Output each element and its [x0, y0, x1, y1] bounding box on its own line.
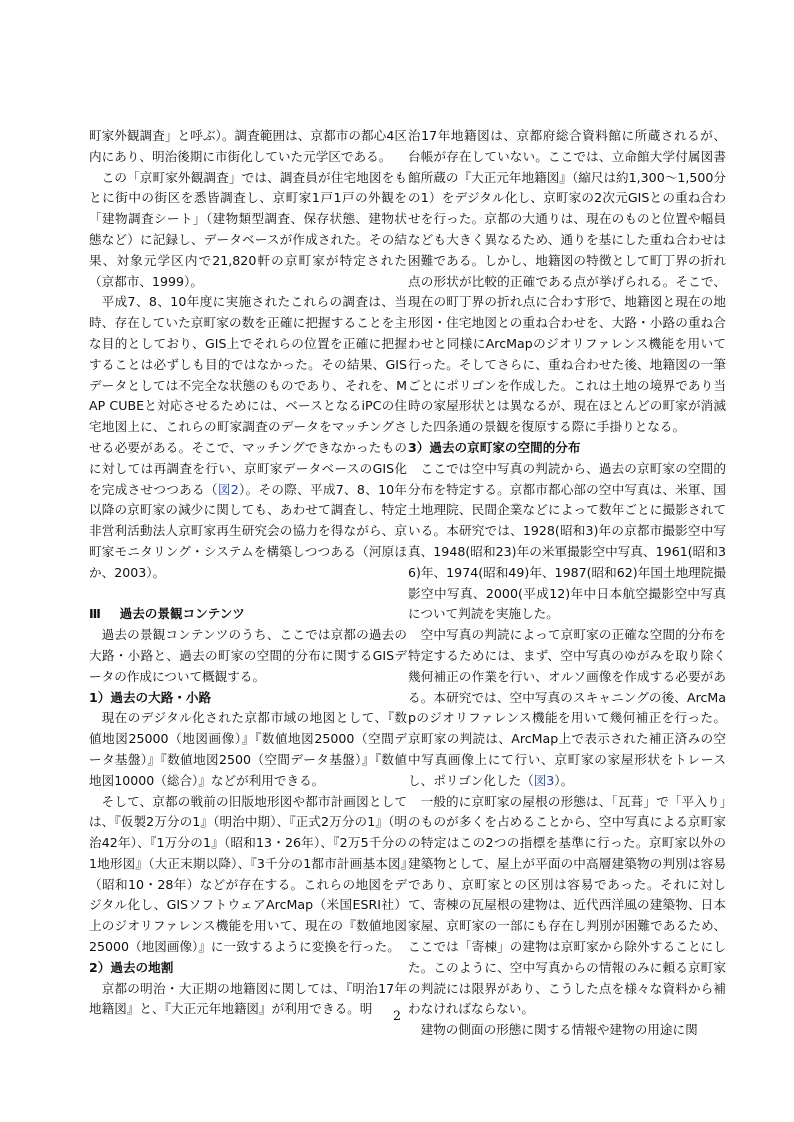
paragraph: ここでは空中写真の判読から、過去の京町家の空間的分布を特定する。京都市都心部の空中写真は、米軍、国土地理院、民間企業などによって数年ごとに撮影されている。本研究では、1928(昭和3)年の京都市撮影空中写真、1948(昭和23)年の米軍撮影空中写真、1961(昭和36)年、1974(昭和49)年、1987(昭和62)年国土地理院撮影空中写真、2000(平成12)年中日本航空撮影空中写真について判読を実施した。 [408, 460, 726, 622]
subsection-heading: 3）過去の京町家の空間的分布 [408, 439, 581, 455]
left-column [89, 126, 407, 1020]
page-number: 2 [392, 1008, 401, 1023]
section-heading [89, 604, 407, 625]
paragraph [408, 625, 726, 791]
spacer [89, 584, 407, 605]
paragraph: 建物の側面の形態に関する情報や建物の用途に関 [420, 1022, 698, 1038]
paragraph: そして、京都の戦前の旧版地形図や都市計画図としては、『仮製2万分の1』（明治中期）、『正式2万分の1』（明治42年）、『1万分の1』（昭和13・26年）、『2万5千分の1地形図』（大正末期以降）、『3千分の1都市計画基本図』（昭和10・28年）などが存在する。これらの地図をデジタル化し、GISソフトウェアArcMap（米国ESRI社）上のジオリファレンス機能を用いて、現在の『数値地図25000（地図画像）』に一致するように変換を行った。 [89, 793, 407, 955]
subsection-heading: 2）過去の地割 [89, 959, 174, 975]
paragraph-text: ）。その際、平成7、8、10年以降の京町家の減少に関しても、あわせて調査し、特定非営利活動法人京町家再生研究会の協力を得ながら、京町家モニタリング・システムを構築しつつある（河原ほか、2003）。 [89, 481, 408, 580]
paragraph-text: 平成7、8、10年度に実施されたこれらの調査は、当時、存在していた京町家の数を正確に把握することを主な目的としており、GIS上でそれらの位置を正確に把握することは必ずしも目的ではなかった。その結果、GISデータとしては不完全な状態のものであり、それを、MAP CUBEと対応させるためには、ベースとなるiPCの住宅地図上に、これらの町家調査のデータをマッチングさせる必要がある。そこで、マッチングできなかったものに対しては再調査を行い、京町家データベースのGIS化を完成させつつある（ [89, 294, 407, 497]
paragraph: この「京町家外観調査」では、調査員が住宅地図をもとに街中の街区を悉皆調査し、京町家1戸1戸の外観を「建物調査シート」（建物類型調査、保存状態、建物状態など）に記録し、データベースが作成された。その結果、対象元学区内で21,820軒の京町家が特定された（京都市、1999）。 [89, 169, 407, 289]
section-number: Ⅲ [89, 606, 101, 622]
paragraph [89, 292, 407, 583]
right-column [408, 126, 726, 1041]
paragraph-text: 空中写真の判読によって京町家の正確な空間的分布を特定するためには、まず、空中写真のゆがみを取り除く幾何補正の作業を行い、オルソ画像を作成する必要がある。本研究では、空中写真のスキャニングの後、ArcMapのジオリファレンス機能を用いて幾何補正を行った。京町家の判読は、ArcMap上で表示された補正済みの空中写真画像上にて行い、京町家の家屋形状をトレースし、ポリゴン化した（ [408, 627, 726, 788]
paragraph: 現在のデジタル化された京都市域の地図として、『数値地図25000（地図画像）』『数値地図25000（空間データ基盤）』『数値地図2500（空間データ基盤）』『数値地図10000（総合）』などが利用できる。 [89, 710, 407, 788]
paragraph-text: ）。 [554, 772, 574, 788]
subsection-heading: 1）過去の大路・小路 [89, 689, 212, 705]
section-title: 過去の景観コンテンツ [119, 606, 245, 622]
figure-2-link[interactable]: 図2 [217, 481, 239, 497]
paragraph: 治17年地籍図は、京都府総合資料館に所蔵されるが、台帳が存在していない。ここでは、立命館大学付属図書館所蔵の『大正元年地籍図』（縮尺は約1,300〜1,500分の1）をデジタル化し、京町家の2次元GISとの重ね合わせを行った。京都の大通りは、現在のものと位置や幅員なども大きく異なるため、通りを基にした重ね合わせは困難である。しかし、地籍図の特徴として町丁界の折れ点の形状が比較的正確である点が挙げられる。そこで、現在の町丁界の折れ点に合わす形で、地籍図と現在の地形図・住宅地図との重ね合わせを、大路・小路の重ね合わせと同様にArcMapのジオリファレンス機能を用いて行った。そしてさらに、重ね合わせた後、地籍図の一筆ごとにポリゴンを作成した。これは土地の境界であり当時の家屋形状とは異なるが、現在ほとんどの町家が消滅した四条通の景観を復原する際に手掛りとなる。 [408, 128, 726, 435]
paragraph: 町家外観調査」と呼ぶ）。調査範囲は、京都市の都心4区内にあり、明治後期に市街化していた元学区である。 [89, 128, 407, 164]
paragraph: 京都の明治・大正期の地籍図に関しては、『明治17年地籍図』と、『大正元年地籍図』が利用できる。明 [89, 980, 407, 1017]
figure-3-link[interactable]: 図3 [533, 772, 555, 788]
paragraph: 過去の景観コンテンツのうち、ここでは京都の過去の大路・小路と、過去の町家の空間的分布に関するGISデータの作成について概観する。 [89, 627, 407, 684]
paragraph: 一般的に京町家の屋根の形態は、「瓦葺」で「平入り」のものが多くを占めることから、空中写真による京町家の特定はこの2つの指標を基準に行った。京町家以外の建築物として、屋上が平面の中高層建築物の判別は容易であり、京町家との区別は容易であった。それに対して、寄棟の瓦屋根の建物は、近代西洋風の建築物、日本家屋、京町家の一部にも存在し判別が困難であるため、ここでは「寄棟」の建物は京町家から除外することにした。このように、空中写真からの情報のみに頼る京町家の判読には限界があり、こうした点を様々な資料から補わなければならない。 [408, 793, 726, 1017]
